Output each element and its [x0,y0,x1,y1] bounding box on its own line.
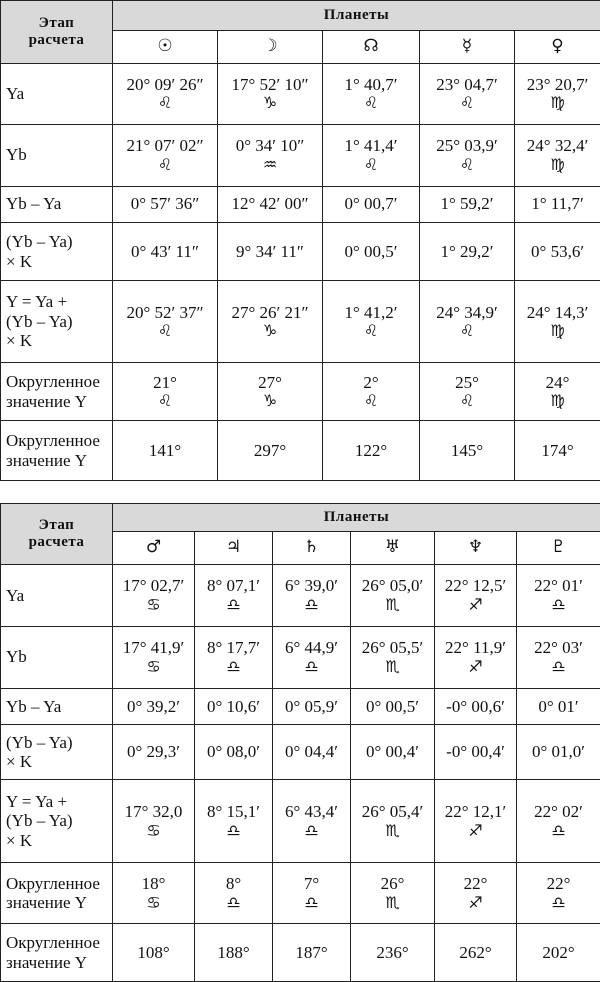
degree-value: 22° 12,5′ [444,576,507,596]
value-cell [420,125,515,187]
degree-value: 27° [258,372,282,392]
degree-value: 0° 01′ [538,696,579,716]
degree-value: 17° 32,0 [124,802,183,822]
zodiac-sign-icon: ♎ [551,594,566,614]
value-cell [113,863,195,924]
value-cell [113,63,218,125]
degree-value: 1° 40,7′ [344,74,398,94]
stage-label [1,725,113,780]
degree-value: 1° 29,2′ [440,241,494,261]
value-cell [515,125,600,187]
zodiac-sign-icon: ♐ [468,594,483,614]
stage-label-line: (Yb – Ya) [6,232,73,251]
zodiac-sign-icon: ♍ [550,93,565,113]
degree-value: 1° 41,4′ [344,136,398,156]
value-cell [218,281,323,363]
planet-symbol-icon: ♂ [113,532,195,564]
value-cell [517,725,600,780]
degree-value: 0° 00,5′ [365,696,420,716]
stage-label [1,564,113,626]
planet-symbol-icon: ♇ [517,532,600,564]
value-cell [515,421,600,481]
table-row [1,63,600,125]
value-cell [113,564,195,626]
degree-value: 26° 05,5′ [361,638,424,658]
planets-header: Планеты [113,1,600,31]
zodiac-sign-icon: ♍ [550,154,565,174]
value-cell [515,186,600,222]
value-cell [323,222,420,280]
zodiac-sign-icon: ♑ [262,391,278,411]
degree-value: 23° 04,7′ [436,74,498,94]
degree-value: 0° 34′ 10″ [235,136,305,156]
degree-value: 18° [141,874,166,894]
planets-header: Планеты [113,504,600,532]
value-cell [323,281,420,363]
stage-label-line: × K [6,331,33,351]
value-cell [218,222,323,280]
table-row [1,924,600,982]
stage-header-line: Этап [38,14,75,31]
value-cell [435,725,517,780]
stage-label-line: × K [6,752,33,772]
stage-label [1,222,113,280]
value-cell [515,281,600,363]
degree-value: 22° 12,1′ [444,802,507,822]
value-cell [515,222,600,280]
value-cell [323,125,420,187]
degree-value: 22° 11,9′ [445,638,506,658]
zodiac-sign-icon: ♌ [459,93,475,113]
header-row [1,504,600,532]
value-cell [195,626,273,688]
zodiac-sign-icon: ♎ [226,892,241,912]
planet-symbol-icon: ☿ [420,31,515,63]
degree-value: 0° 00,4′ [365,742,420,762]
degree-value: 8° 07,1′ [206,576,261,596]
value-cell [195,688,273,725]
zodiac-sign-icon: ♏ [385,892,400,912]
stage-header [1,1,113,64]
degree-value: 297° [253,440,287,460]
zodiac-sign-icon: ♋ [146,594,161,614]
value-cell [218,63,323,125]
table-row [1,626,600,688]
zodiac-sign-icon: ♎ [226,656,241,676]
value-cell [420,362,515,420]
zodiac-sign-icon: ♌ [459,154,475,174]
value-cell [273,725,351,780]
zodiac-sign-icon: ♌ [157,391,173,411]
degree-value: 122° [354,440,388,460]
degree-value: 17° 02,7′ [122,576,185,596]
table-row [1,725,600,780]
table-row [1,421,600,481]
degree-value: 22° [546,874,571,894]
value-cell [351,863,435,924]
stage-label-line: Y = Ya + [6,791,68,811]
planet-symbol-icon: ♅ [351,532,435,564]
zodiac-sign-icon: ♏ [385,594,400,614]
stage-label-line: Округленное [6,372,100,392]
stage-header-line: Этап [38,516,75,533]
table-row [1,281,600,363]
zodiac-sign-icon: ♐ [468,820,483,840]
degree-value: 1° 41,2′ [344,302,398,322]
table-row [1,222,600,280]
degree-value: 22° [463,874,488,894]
zodiac-sign-icon: ♋ [146,656,161,676]
planet-calc-table-1 [0,0,600,481]
degree-value: 0° 00,5′ [344,241,398,261]
value-cell [517,780,600,863]
value-cell [351,688,435,725]
value-cell [113,780,195,863]
value-cell [218,362,323,420]
stage-label [1,421,113,481]
header-row [1,1,600,31]
stage-label-line: Округленное [6,431,100,451]
stage-label-line: Ya [6,585,25,605]
value-cell [195,564,273,626]
stage-label [1,63,113,125]
value-cell [273,924,351,982]
stage-header-line: расчета [28,31,85,48]
degree-value: 26° 05,4′ [361,802,424,822]
value-cell [113,626,195,688]
stage-label-line: Ya [6,83,25,103]
stage-label-line: Y = Ya + [6,292,68,312]
stage-label-line: значение Y [6,952,88,972]
stage-label [1,125,113,187]
zodiac-sign-icon: ♎ [304,656,319,676]
planet-calc-table-2 [0,503,600,982]
zodiac-sign-icon: ♒ [262,154,278,174]
degree-value: 22° 02′ [534,802,583,822]
stage-label [1,362,113,420]
degree-value: 6° 44,9′ [284,638,339,658]
zodiac-sign-icon: ♐ [468,656,483,676]
zodiac-sign-icon: ♎ [226,594,241,614]
value-cell [435,626,517,688]
zodiac-sign-icon: ♎ [551,820,566,840]
stage-label [1,780,113,863]
zodiac-sign-icon: ♌ [157,93,173,113]
degree-value: 24° 34,9′ [436,302,498,322]
stage-label-line: × K [6,251,33,271]
degree-value: 25° 03,9′ [436,136,498,156]
zodiac-sign-icon: ♌ [363,321,379,341]
degree-value: 9° 34′ 11″ [236,241,304,261]
value-cell [351,725,435,780]
degree-value: 141° [148,440,182,460]
value-cell [113,186,218,222]
zodiac-sign-icon: ♑ [262,321,278,341]
degree-value: 2° [363,372,379,392]
value-cell [323,63,420,125]
degree-value: 21° 07′ 02″ [126,136,204,156]
degree-value: 22° 03′ [534,638,583,658]
degree-value: 17° 52′ 10″ [231,74,309,94]
value-cell [351,924,435,982]
value-cell [195,725,273,780]
value-cell [351,780,435,863]
value-cell [218,186,323,222]
value-cell [273,780,351,863]
degree-value: 0° 29,3′ [126,742,181,762]
value-cell [113,421,218,481]
planet-symbol-icon: ♄ [273,532,351,564]
value-cell [113,125,218,187]
degree-value: 0° 00,7′ [344,194,398,214]
stage-label [1,924,113,982]
value-cell [435,924,517,982]
degree-value: 188° [217,942,250,962]
value-cell [323,186,420,222]
zodiac-sign-icon: ♍ [550,321,565,341]
stage-label-line: × K [6,830,33,850]
zodiac-sign-icon: ♎ [304,594,319,614]
stage-label [1,281,113,363]
degree-value: 25° [455,372,479,392]
degree-value: 8° [225,874,242,894]
degree-value: 174° [541,440,574,460]
stage-label [1,688,113,725]
value-cell [113,924,195,982]
zodiac-sign-icon: ♌ [459,391,475,411]
value-cell [517,688,600,725]
table-row [1,362,600,420]
value-cell [273,688,351,725]
stage-label-line: (Yb – Ya) [6,811,73,831]
stage-label-line: значение Y [6,450,88,470]
value-cell [517,863,600,924]
value-cell [113,688,195,725]
value-cell [435,564,517,626]
degree-value: 0° 01,0′ [531,742,586,762]
degree-value: 236° [376,942,409,962]
zodiac-sign-icon: ♎ [226,820,241,840]
value-cell [435,780,517,863]
zodiac-sign-icon: ♐ [468,892,483,912]
degree-value: -0° 00,4′ [446,742,505,762]
stage-label-line: значение Y [6,391,88,411]
value-cell [218,125,323,187]
value-cell [435,863,517,924]
value-cell [420,63,515,125]
degree-value: 0° 04,4′ [284,742,339,762]
value-cell [420,222,515,280]
stage-label-line: Yb – Ya [6,696,62,716]
degree-value: 26° 05,0′ [361,576,424,596]
value-cell [351,564,435,626]
value-cell [517,924,600,982]
table-row [1,564,600,626]
planet-symbol-icon: ♃ [195,532,273,564]
value-cell [195,863,273,924]
degree-value: 21° [153,372,177,392]
stage-label-line: (Yb – Ya) [6,732,73,752]
stage-label [1,186,113,222]
degree-value: 1° 11,7′ [531,194,584,214]
zodiac-sign-icon: ♎ [304,892,319,912]
degree-value: 0° 05,9′ [284,696,339,716]
zodiac-sign-icon: ♏ [385,820,400,840]
value-cell [420,421,515,481]
degree-value: 24° 14,3′ [526,302,589,322]
degree-value: 0° 43′ 11″ [131,241,199,261]
value-cell [273,564,351,626]
table-row [1,780,600,863]
planet-symbol-icon: ♆ [435,532,517,564]
planet-symbol-icon: ♀ [515,31,600,63]
degree-value: 8° 15,1′ [206,802,261,822]
degree-value: 22° 01′ [534,576,583,596]
value-cell [273,626,351,688]
zodiac-sign-icon: ♌ [363,93,379,113]
zodiac-sign-icon: ♌ [363,391,379,411]
table-row [1,688,600,725]
stage-label-line: Yb [6,647,27,667]
value-cell [218,421,323,481]
zodiac-sign-icon: ♎ [304,820,319,840]
value-cell [420,281,515,363]
zodiac-sign-icon: ♎ [551,656,566,676]
table-row [1,125,600,187]
value-cell [323,362,420,420]
degree-value: 262° [459,942,492,962]
degree-value: 0° 57′ 36″ [130,194,200,214]
zodiac-sign-icon: ♌ [157,321,173,341]
zodiac-sign-icon: ♌ [459,321,475,341]
degree-value: 7° [303,874,320,894]
value-cell [435,688,517,725]
degree-value: 202° [542,942,575,962]
zodiac-sign-icon: ♏ [385,656,400,676]
degree-value: 26° [380,874,405,894]
degree-value: 0° 39,2′ [126,696,181,716]
degree-value: 12° 42′ 00″ [231,194,309,214]
degree-value: 6° 39,0′ [284,576,339,596]
stage-header-line: расчета [28,533,85,550]
degree-value: 0° 10,6′ [206,696,261,716]
zodiac-sign-icon: ♌ [363,154,379,174]
degree-value: 17° 41,9′ [122,638,185,658]
stage-label-line: Округленное [6,933,100,952]
degree-value: 23° 20,7′ [526,74,589,94]
zodiac-sign-icon: ♍ [550,391,565,411]
zodiac-sign-icon: ♋ [146,820,161,840]
stage-label-line: Yb – Ya [6,194,62,214]
stage-label-line: значение Y [6,893,88,913]
degree-value: 145° [450,440,484,460]
zodiac-sign-icon: ♌ [157,154,173,174]
zodiac-sign-icon: ♋ [146,892,161,912]
planet-symbol-icon: ☽ [218,31,323,63]
zodiac-sign-icon: ♎ [551,892,566,912]
degree-value: 0° 53,6′ [531,241,585,261]
degree-value: 6° 43,4′ [284,802,339,822]
value-cell [515,362,600,420]
value-cell [323,421,420,481]
degree-value: 1° 59,2′ [440,194,494,214]
planet-symbol-icon: ☉ [113,31,218,63]
stage-label-line: Yb [6,145,27,165]
degree-value: 8° 17,7′ [206,638,261,658]
degree-value: 108° [137,942,170,962]
value-cell [195,780,273,863]
stage-header [1,504,113,565]
value-cell [420,186,515,222]
value-cell [113,222,218,280]
planet-symbol-icon: ☊ [323,31,420,63]
degree-value: 24° [545,372,570,392]
value-cell [351,626,435,688]
stage-label-line: (Yb – Ya) [6,311,73,331]
degree-value: 24° 32,4′ [526,136,589,156]
table-row [1,186,600,222]
degree-value: 20° 52′ 37″ [126,302,204,322]
stage-label-line: Округленное [6,873,100,893]
degree-value: 20° 09′ 26″ [126,74,204,94]
degree-value: 27° 26′ 21″ [231,302,309,322]
value-cell [273,863,351,924]
value-cell [195,924,273,982]
value-cell [113,725,195,780]
value-cell [113,362,218,420]
degree-value: 187° [295,942,328,962]
value-cell [515,63,600,125]
degree-value: 0° 08,0′ [206,742,261,762]
value-cell [113,281,218,363]
table-row [1,863,600,924]
degree-value: -0° 00,6′ [446,696,505,716]
stage-label [1,626,113,688]
value-cell [517,564,600,626]
value-cell [517,626,600,688]
stage-label [1,863,113,924]
zodiac-sign-icon: ♑ [262,93,278,113]
